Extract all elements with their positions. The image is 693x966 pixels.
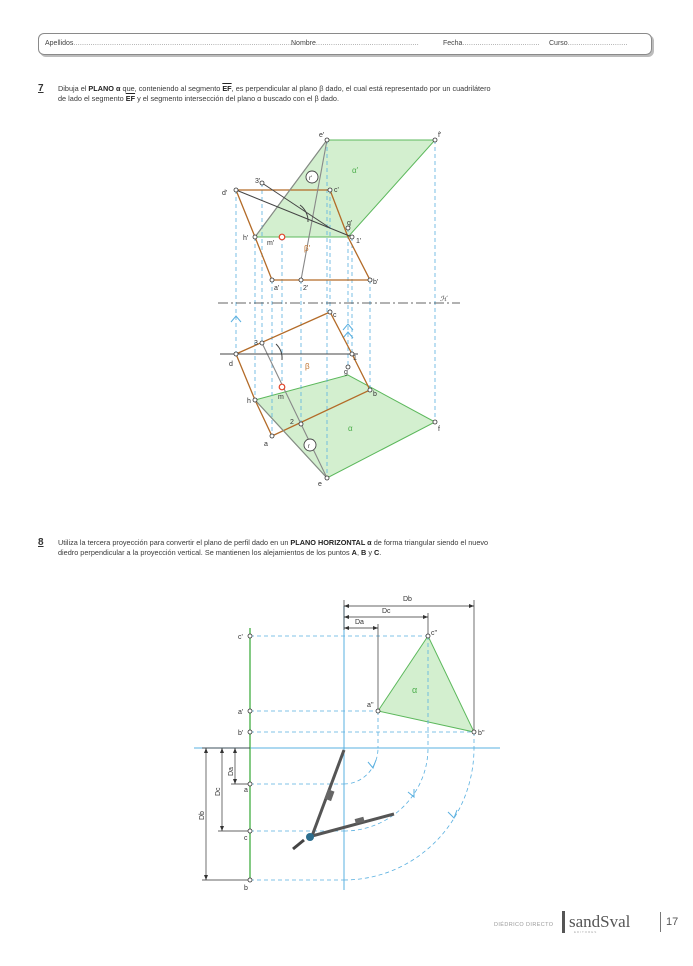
footer-series: DIÉDRICO DIRECTO xyxy=(494,922,554,928)
dim-db-vertical: Db xyxy=(199,811,206,820)
label-r: r xyxy=(308,444,310,450)
dim-dc: Dc xyxy=(382,608,391,615)
label-ground-line: ℋ xyxy=(440,296,447,303)
exercise-7-number: 7 xyxy=(38,83,44,94)
label-2-prime: 2' xyxy=(303,285,309,292)
fecha-label: Fecha xyxy=(443,40,463,47)
label-alpha-prime: α' xyxy=(352,166,359,175)
apellidos-dots: ........................................................................................................ xyxy=(73,40,297,47)
publisher-subtitle: EDITORES xyxy=(574,930,598,934)
curso-dots: ............................ xyxy=(567,40,628,47)
ex8-text: diedro perpendicular a la proyección vertical. Se mantienen los alejamientos de los puntos xyxy=(58,547,352,557)
dim-dc-vertical: Dc xyxy=(215,787,222,796)
label-b-prime: b' xyxy=(238,730,244,737)
label-1: 1 xyxy=(353,355,357,362)
label-h-prime: h' xyxy=(243,235,249,242)
label-m-prime: m' xyxy=(267,240,275,247)
label-beta: β xyxy=(305,362,310,371)
label-a-prime: a' xyxy=(238,709,244,716)
page-number: 17 xyxy=(666,916,679,928)
ex8-text: . xyxy=(379,547,382,557)
ex8-point-c: C xyxy=(374,547,380,557)
ex7-text: y el segmento intersección del plano α buscado con el β dado. xyxy=(135,93,340,103)
footer-divider xyxy=(562,911,565,933)
label-beta-prime: β' xyxy=(304,244,311,253)
label-g-prime: g' xyxy=(347,220,353,227)
label-b-double-prime: b'' xyxy=(478,730,485,737)
ex7-segment-ef: $\overline{EF}$ xyxy=(222,84,232,93)
label-a-double-prime: a'' xyxy=(367,702,374,709)
ex7-text: de lado el segmento xyxy=(58,93,126,103)
ex8-point-a: A xyxy=(351,547,357,557)
label-alpha: α xyxy=(412,685,418,695)
label-f-prime: f' xyxy=(438,132,442,139)
ex7-segment-ef: $\overline{EF}$ xyxy=(125,93,136,103)
footer-divider-2 xyxy=(660,912,661,932)
label-c-double-prime: c'' xyxy=(431,630,438,637)
label-h: h xyxy=(247,398,251,405)
ex8-text: de forma triangular siendo el nuevo xyxy=(371,538,489,547)
label-e: e xyxy=(318,481,322,488)
apellidos-label: Apellidos xyxy=(45,40,74,47)
label-r-prime: r' xyxy=(309,176,313,182)
ex8-text: y xyxy=(366,547,374,557)
ex8-text: , xyxy=(356,547,362,557)
ex7-text: , es perpendicular al plano β dado, el cual está representado por un cuadrilátero xyxy=(231,84,491,93)
dim-db: Db xyxy=(403,596,412,603)
ex8-plane-alpha: PLANO HORIZONTAL α xyxy=(290,538,372,547)
label-g: g xyxy=(344,369,348,376)
fecha-dots: .................................... xyxy=(462,40,540,47)
label-c-prime: c' xyxy=(238,634,243,641)
label-b: b xyxy=(244,885,248,892)
dim-da-vertical: Da xyxy=(228,767,235,776)
ex8-point-b: B xyxy=(361,547,367,557)
label-c: c xyxy=(333,312,337,319)
dim-da: Da xyxy=(355,619,364,626)
label-c-prime: c' xyxy=(334,187,339,194)
label-c: c xyxy=(244,835,248,842)
label-e-prime: e' xyxy=(319,132,325,139)
label-2: 2 xyxy=(290,419,294,426)
curso-label: Curso xyxy=(549,40,568,47)
label-3-prime: 3' xyxy=(255,178,261,185)
label-b-prime: b' xyxy=(373,279,379,286)
exercise-8-number: 8 xyxy=(38,537,44,548)
label-a: a xyxy=(264,441,268,448)
ex8-text: Utiliza la tercera proyección para convertir el plano de perfil dado en un xyxy=(58,538,291,547)
nombre-label: Nombre xyxy=(291,40,316,47)
dimension-lines xyxy=(202,600,474,880)
ex7-text: Dibuja el xyxy=(58,84,89,93)
label-a: a xyxy=(244,787,248,794)
label-a-prime: a' xyxy=(274,285,280,292)
label-alpha: α xyxy=(348,424,353,433)
alpha-triangle xyxy=(378,636,474,732)
label-d-prime: d' xyxy=(222,190,228,197)
arc-arrows xyxy=(368,760,457,818)
publisher-logo: sandSval xyxy=(569,912,631,931)
nombre-dots: ................................................ xyxy=(315,40,419,47)
label-3: 3 xyxy=(254,340,258,347)
label-f: f xyxy=(438,426,440,433)
label-b: b xyxy=(373,391,377,398)
ex7-plane-alpha: PLANO α xyxy=(88,84,121,93)
ex7-text: que, conteniendo al segmento xyxy=(120,84,223,93)
label-d: d xyxy=(229,361,233,368)
label-m: m xyxy=(278,394,284,401)
label-1-prime: 1' xyxy=(356,238,362,245)
